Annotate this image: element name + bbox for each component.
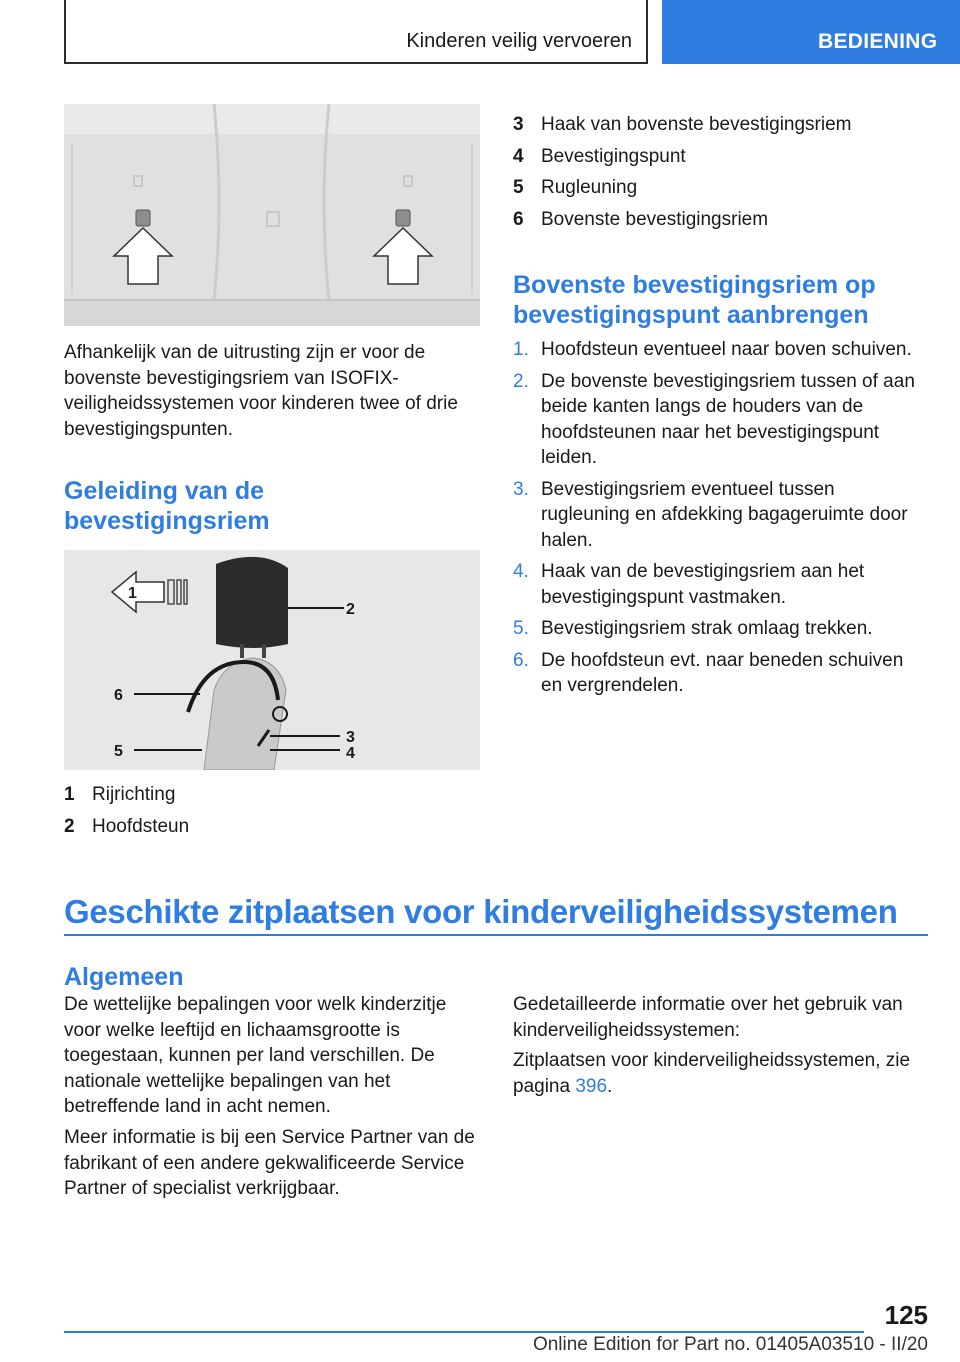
step-number: 5. (513, 618, 529, 639)
step-item (513, 337, 928, 363)
header-section-tab[interactable]: BEDIENING (662, 0, 960, 64)
diagram-label: 5 (114, 743, 123, 760)
heading-belt-routing: Geleiding van de bevestigingsriem (64, 477, 270, 535)
diagram-label: 2 (346, 601, 355, 618)
diagram-label: 6 (114, 687, 123, 704)
page-reference-link[interactable]: 396 (575, 1075, 608, 1097)
step-number: 6. (513, 649, 529, 671)
step-number: 4. (513, 561, 529, 582)
step-text: De bovenste bevestigingsriem tussen of aan beide kanten langs de houders van de hoofdsteunen naar het bevestigingspunt leiden. (541, 370, 915, 468)
step-text: Bevestigingsriem eventueel tussen rugleuning en afdekking bagageruimte door halen. (541, 478, 908, 551)
heading-attach-belt: Bovenste bevestigingsriem op bevestigingspunt aanbrengen (513, 271, 876, 329)
list-item (64, 782, 480, 808)
step-number: 1. (513, 339, 529, 360)
step-item (513, 616, 928, 642)
header-box (64, 0, 648, 64)
diagram-label: 3 (346, 729, 355, 746)
legend-text: Bovenste bevestigingsriem (541, 208, 769, 230)
header-title: Kinderen veilig vervoeren (406, 30, 632, 52)
subheading-general: Algemeen (64, 963, 184, 991)
page-number: 125 (884, 1300, 928, 1330)
step-text: De hoofdsteun evt. naar beneden schuiven en vergrendelen. (541, 649, 904, 696)
step-item (513, 477, 928, 554)
list-item (513, 144, 928, 170)
diagram-label: 4 (346, 745, 355, 762)
legend-text: Rugleuning (541, 177, 638, 198)
isofix-anchor-photo (64, 104, 480, 326)
footer-divider (64, 1331, 864, 1333)
section-title: Geschikte zitplaatsen voor kinderveiligheidssystemen (64, 893, 898, 930)
section-divider (64, 934, 928, 936)
legend-number: 1 (64, 784, 75, 805)
legend-number: 4 (513, 145, 524, 167)
steps-list (513, 337, 928, 699)
legend-number: 6 (513, 208, 524, 230)
detail-paragraph-1: Gedetailleerde informatie over het gebruik van kinderveiligheidssystemen: (513, 994, 903, 1041)
legend-text: Rijrichting (92, 784, 176, 805)
footer-edition: Online Edition for Part no. 01405A03510 - II/20 (532, 1334, 928, 1355)
legend-number: 5 (513, 177, 524, 198)
isofix-anchor-illustration (64, 104, 480, 326)
legend-number: 3 (513, 114, 524, 135)
legend-number: 2 (64, 815, 75, 837)
step-item (513, 559, 928, 610)
list-item (513, 112, 928, 138)
detail-paragraph-2 (513, 1048, 928, 1099)
legend-list-right (513, 112, 928, 232)
list-item (513, 207, 928, 233)
intro-paragraph: Afhankelijk van de uitrusting zijn er voor de bovenste bevestigingsriem van ISOFIX-veiligheidssystemen voor kinderen twee of drie bevestigingspunten. (64, 342, 458, 440)
list-item (513, 175, 928, 201)
legend-list-left (64, 782, 480, 839)
detail-paragraph-2-end: . (607, 1075, 613, 1097)
step-text: Hoofdsteun eventueel naar boven schuiven. (541, 339, 912, 360)
step-text: Bevestigingsriem strak omlaag trekken. (541, 618, 873, 639)
diagram-label: 1 (128, 585, 137, 602)
step-item (513, 369, 928, 471)
legend-text: Bevestigingspunt (541, 145, 686, 167)
headrest-illustration (64, 550, 480, 770)
detail-paragraph-2-text: Zitplaatsen voor kinderveiligheidssystemen, zie pagina (513, 1050, 911, 1097)
general-paragraph-1: De wettelijke bepalingen voor welk kinderzitje voor welke leeftijd en lichaamsgrootte is toegestaan, kunnen per land verschillen. De nationale wettelijke bepalingen van het betreffende land in acht nemen. (64, 994, 447, 1117)
step-number: 2. (513, 370, 529, 392)
legend-text: Hoofdsteun (92, 815, 190, 837)
step-text: Haak van de bevestigingsriem aan het bevestigingspunt vastmaken. (541, 561, 865, 608)
headrest-diagram (64, 550, 480, 770)
step-item (513, 648, 928, 699)
legend-text: Haak van bovenste bevestigingsriem (541, 114, 852, 135)
general-paragraph-2: Meer informatie is bij een Service Partner van de fabrikant of een andere gekwalificeerde Service Partner of specialist verkrijgbaar. (64, 1127, 475, 1199)
list-item (64, 814, 480, 840)
step-number: 3. (513, 478, 529, 500)
